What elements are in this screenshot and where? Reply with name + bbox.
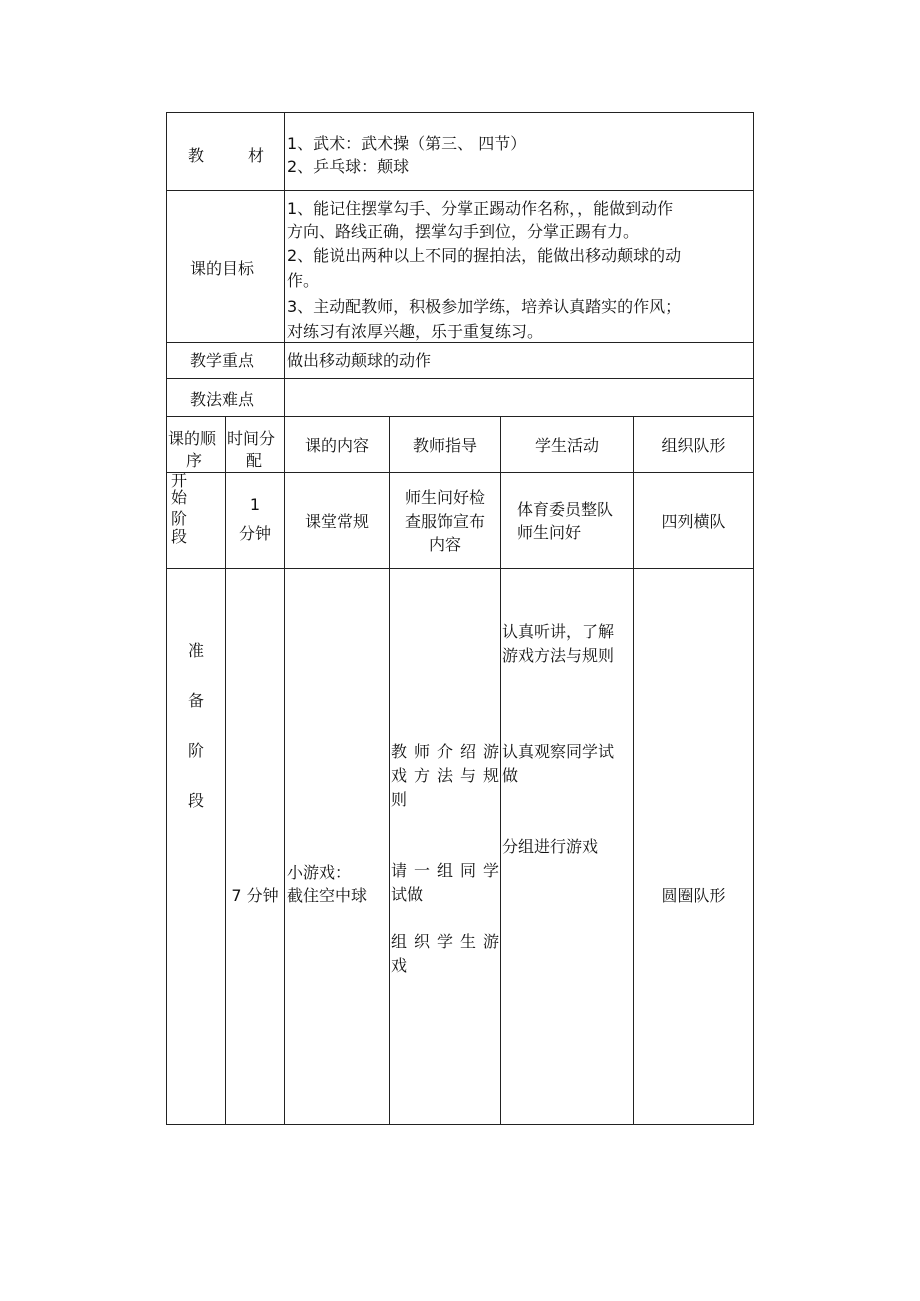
row-divider [166, 342, 754, 343]
stage-prep-content: 截住空中球 [287, 886, 368, 905]
stage-start-student: 体育委员整队 [517, 500, 614, 519]
stage-prep-student: 认真听讲，了解 [502, 622, 615, 641]
stage-start-name: 段 [171, 527, 188, 546]
material-line: 1、武术：武术操（第三、 四节） [287, 134, 527, 153]
stage-prep-name: 阶 [187, 741, 204, 760]
header-order: 课的顺 [168, 429, 217, 448]
stage-prep-teacher: 组织学生游 [391, 932, 499, 951]
stage-start-teacher: 内容 [428, 535, 461, 554]
stage-start-teacher: 师生问好检 [404, 488, 485, 507]
stage-prep-teacher: 请一组同学 [391, 861, 499, 880]
row-divider [166, 472, 754, 473]
row-divider [166, 190, 754, 191]
table-border-top [166, 112, 754, 113]
stage-prep-teacher: 戏 [391, 956, 408, 975]
stage-prep-student: 分组进行游戏 [502, 837, 599, 856]
table-border-bottom [166, 1124, 754, 1125]
material-line: 2、乒乓球：颠球 [287, 157, 410, 176]
goals-label: 课的目标 [190, 259, 255, 278]
stage-prep-name: 段 [187, 791, 204, 810]
goal-line: 3、主动配教师，积极参加学练，培养认真踏实的作风； [287, 297, 682, 316]
stage-prep-student: 游戏方法与规则 [502, 646, 615, 665]
col-divider [500, 416, 501, 1124]
header-order: 序 [186, 451, 203, 470]
header-formation: 组织队形 [661, 436, 726, 455]
stage-start-formation: 四列横队 [661, 512, 726, 531]
stage-prep-teacher: 戏方法与规 [391, 766, 499, 785]
goal-line: 对练习有浓厚兴趣，乐于重复练习。 [287, 322, 544, 341]
row-divider [166, 416, 754, 417]
stage-prep-student: 认真观察同学试 [502, 742, 615, 761]
stage-prep-name: 备 [187, 691, 204, 710]
goal-line: 方向、路线正确，摆掌勾手到位，分掌正踢有力。 [287, 222, 640, 241]
header-content: 课的内容 [304, 436, 369, 455]
stage-start-time: 分钟 [238, 524, 271, 543]
stage-start-content: 课堂常规 [304, 512, 369, 531]
stage-prep-teacher: 教师介绍游 [391, 742, 499, 761]
table-border-right [753, 112, 754, 1125]
stage-start-name: 始 [171, 488, 188, 507]
label-column-divider [284, 112, 285, 416]
stage-prep-teacher: 试做 [391, 885, 424, 904]
stage-prep-formation: 圆圈队形 [661, 886, 726, 905]
header-teacher: 教师指导 [412, 436, 477, 455]
stage-start-name: 阶 [171, 509, 188, 528]
goal-line: 作。 [287, 271, 320, 290]
stage-prep-content: 小游戏： [287, 863, 352, 882]
row-divider [166, 378, 754, 379]
stage-start-name: 开 [171, 471, 188, 490]
material-label: 教 材 [188, 146, 264, 165]
header-time: 时间分 [227, 429, 276, 448]
stage-start-teacher: 查服饰宣布 [404, 512, 485, 531]
key-point-value: 做出移动颠球的动作 [287, 351, 432, 370]
stage-start-time: 1 [249, 495, 261, 514]
stage-prep-teacher: 则 [391, 790, 408, 809]
header-student: 学生活动 [534, 436, 599, 455]
header-time: 配 [246, 451, 263, 470]
stage-start-student: 师生问好 [517, 523, 582, 542]
table-border-left [166, 112, 167, 1125]
goal-line: 1、能记住摆掌勾手、分掌正踢动作名称，，能做到动作 [287, 199, 674, 218]
stage-prep-time: 7 分钟 [231, 886, 279, 905]
difficulty-label: 教法难点 [190, 390, 255, 409]
stage-prep-name: 准 [187, 641, 204, 660]
row-divider [166, 568, 754, 569]
stage-prep-student: 做 [502, 766, 519, 785]
key-point-label: 教学重点 [190, 351, 255, 370]
goal-line: 2、能说出两种以上不同的握拍法，能做出移动颠球的动 [287, 246, 682, 265]
